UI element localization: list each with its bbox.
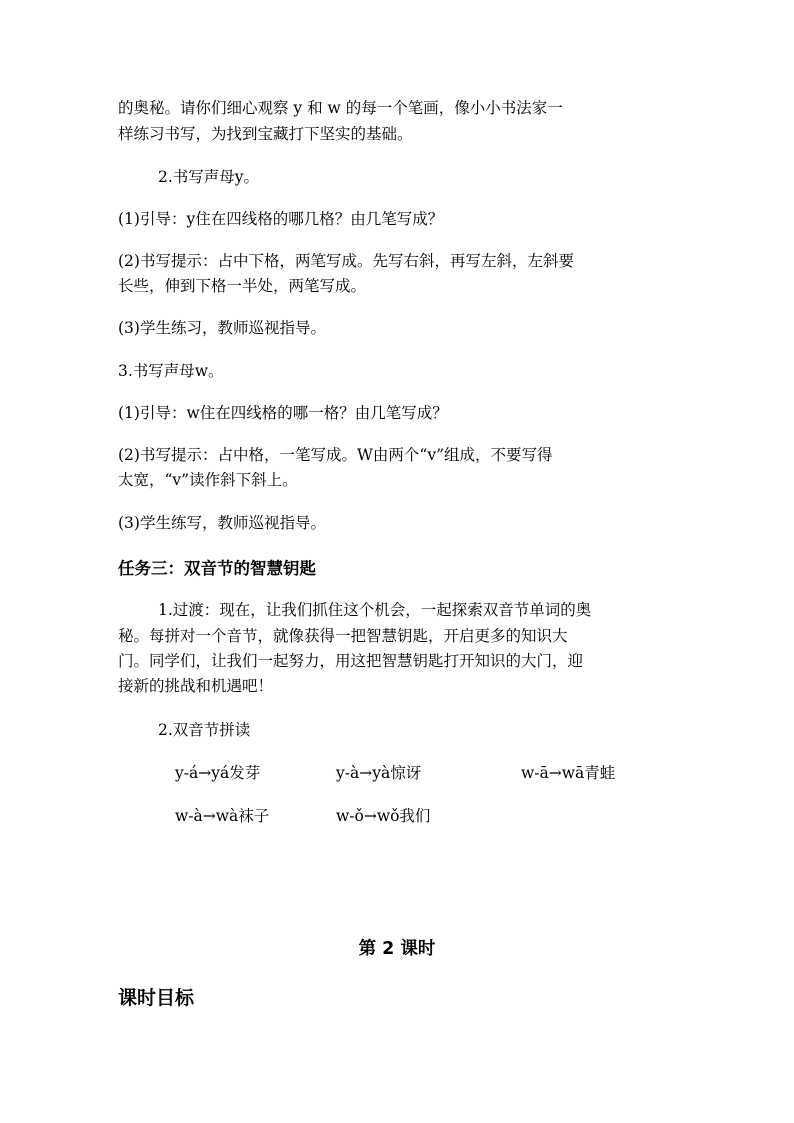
- pinyin-item: y-à→yà惊讶: [336, 764, 422, 782]
- pinyin-item: y-á→yá发芽: [175, 764, 261, 782]
- pinyin-item: w-ǒ→wǒ我们: [336, 807, 431, 825]
- paragraph-line: (3)学生练习，教师巡视指导。: [118, 319, 326, 337]
- paragraph-line: 的奥秘。请你们细心观察 y 和 w 的每一个笔画，像小小书法家一: [118, 99, 563, 117]
- pinyin-item: w-à→wà袜子: [175, 807, 270, 825]
- lesson-title: 第 2 课时: [358, 939, 436, 959]
- step-heading: 3.书写声母w。: [118, 362, 224, 380]
- paragraph-line: 1.过渡：现在，让我们抓住这个机会，一起探索双音节单词的奥: [158, 601, 592, 619]
- paragraph-line: (3)学生练写，教师巡视指导。: [118, 514, 326, 532]
- paragraph-line: 秘。每拼对一个音节，就像获得一把智慧钥匙，开启更多的知识大: [118, 627, 568, 645]
- paragraph-line: (2)书写提示：占中格，一笔写成。W由两个“v”组成，不要写得: [118, 446, 553, 464]
- paragraph-line: 样练习书写，为找到宝藏打下坚实的基础。: [118, 125, 413, 143]
- pinyin-item: w-ā→wā青蛙: [521, 764, 616, 782]
- paragraph-line: 门。同学们，让我们一起努力，用这把智慧钥匙打开知识的大门，迎: [118, 652, 584, 670]
- section-title: 课时目标: [118, 987, 195, 1009]
- paragraph-line: 接新的挑战和机遇吧！: [118, 677, 274, 695]
- paragraph-line: (2)书写提示：占中下格，两笔写成。先写右斜，再写左斜，左斜要: [118, 252, 574, 270]
- paragraph-line: 长些，伸到下格一半处，两笔写成。: [118, 277, 367, 295]
- paragraph-line: (1)引导：w住在四线格的哪一格？由几笔写成？: [118, 404, 448, 422]
- paragraph-line: 太宽，“v”读作斜下斜上。: [118, 471, 298, 489]
- task-heading: 任务三：双音节的智慧钥匙: [118, 559, 316, 578]
- paragraph-line: (1)引导：y住在四线格的哪几格？由几笔写成？: [118, 210, 444, 228]
- step-heading: 2.书写声母y。: [158, 168, 260, 186]
- step-heading: 2.双音节拼读: [158, 721, 251, 739]
